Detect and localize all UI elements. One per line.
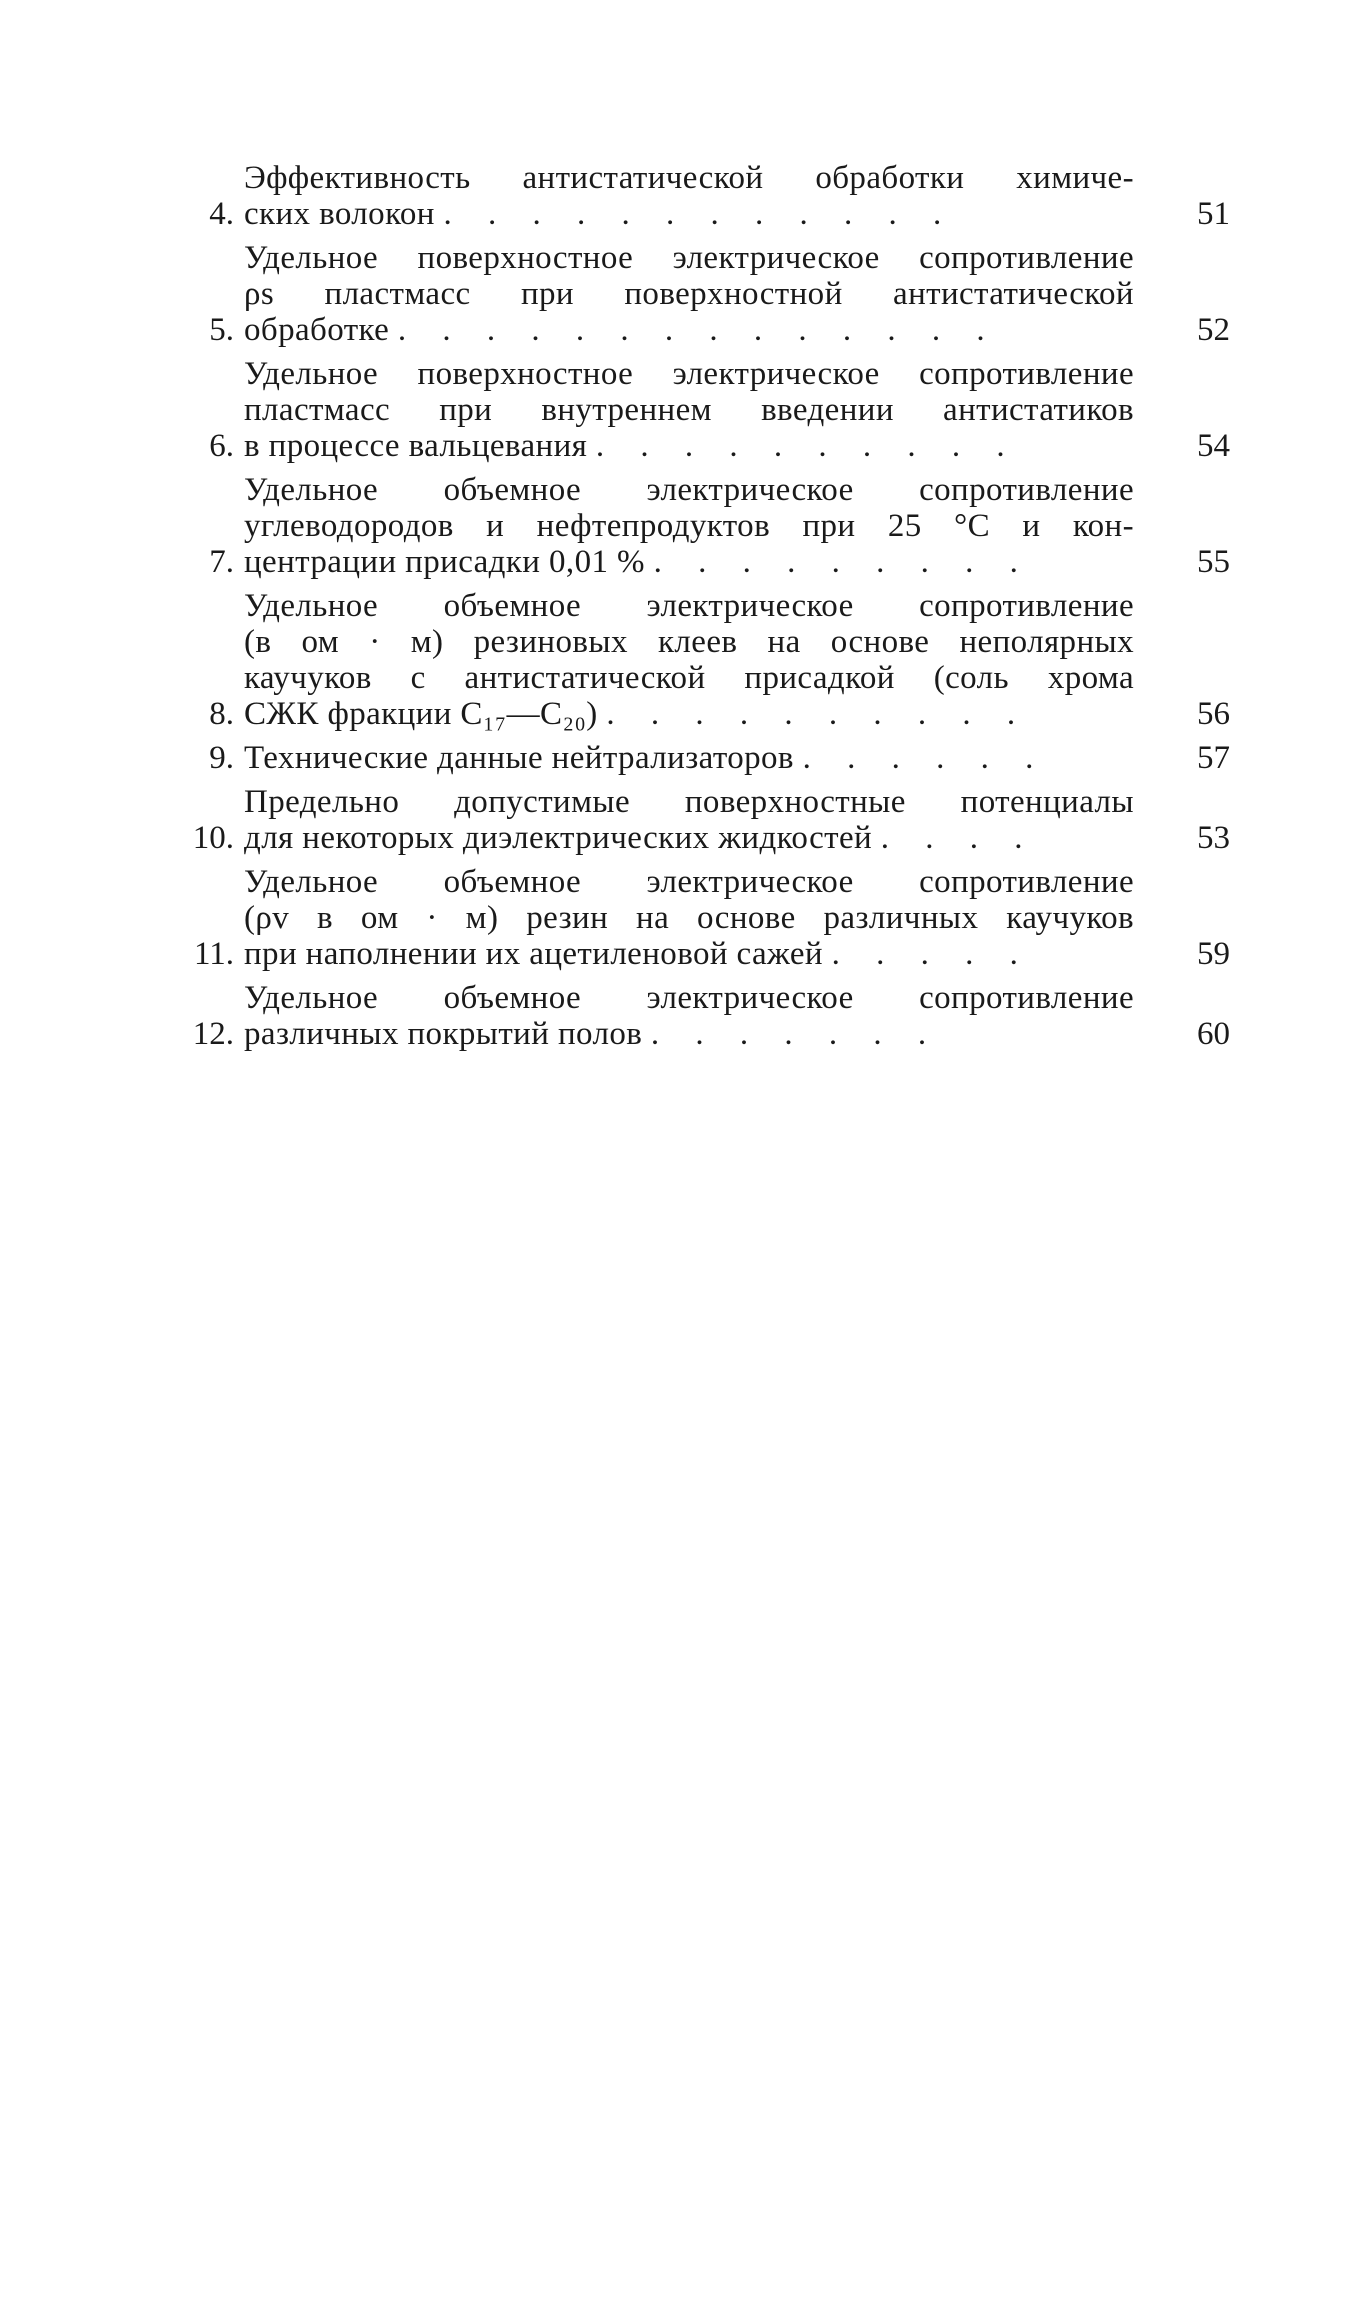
dot-leader: . . . . . . . . . bbox=[653, 544, 1032, 580]
dot-leader: . . . . . . . . . . bbox=[595, 428, 1019, 464]
entry-line: для некоторых диэлектрических жидкостей . . . . bbox=[244, 820, 1037, 856]
entry-title bbox=[244, 588, 1134, 732]
entry-line: Удельное объемное электрическое сопротивление bbox=[244, 588, 1134, 624]
toc-entry bbox=[170, 160, 1230, 232]
entry-number: 12. bbox=[192, 1016, 234, 1052]
entry-title bbox=[244, 864, 1134, 972]
entry-line: Технические данные нейтрализаторов . . . . . . bbox=[244, 740, 1048, 776]
toc-entry bbox=[170, 240, 1230, 348]
entry-line: различных покрытий полов . . . . . . . bbox=[244, 1016, 941, 1052]
entry-number: 4. bbox=[209, 196, 234, 232]
entry-title bbox=[244, 784, 1134, 856]
entry-title bbox=[244, 240, 1134, 348]
toc-entry bbox=[170, 740, 1230, 776]
entry-number: 9. bbox=[209, 740, 234, 776]
entry-line: ских волокон . . . . . . . . . . . . bbox=[244, 196, 956, 232]
entry-line: углеводородов и нефтепродуктов при 25 °С и кон- bbox=[244, 508, 1134, 544]
entry-number: 8. bbox=[209, 696, 234, 732]
entry-number: 7. bbox=[209, 544, 234, 580]
entry-line: пластмасс при внутреннем введении антистатиков bbox=[244, 392, 1134, 428]
toc-entry bbox=[170, 588, 1230, 732]
page-number: 53 bbox=[1197, 820, 1230, 856]
table-of-contents bbox=[170, 160, 1230, 1060]
entry-line: в процессе вальцевания . . . . . . . . . . bbox=[244, 428, 1019, 464]
entry-line: ρs пластмасс при поверхностной антистатической bbox=[244, 276, 1134, 312]
entry-line: Удельное поверхностное электрическое сопротивление bbox=[244, 240, 1134, 276]
page-number: 60 bbox=[1197, 1016, 1230, 1052]
entry-line: Удельное объемное электрическое сопротивление bbox=[244, 472, 1134, 508]
entry-line: Удельное объемное электрическое сопротивление bbox=[244, 864, 1134, 900]
dot-leader: . . . . . . . bbox=[650, 1016, 941, 1052]
entry-line: Удельное объемное электрическое сопротивление bbox=[244, 980, 1134, 1016]
entry-number: 10. bbox=[192, 820, 234, 856]
entry-line: (ρv в ом · м) резин на основе различных каучуков bbox=[244, 900, 1134, 936]
page-number: 55 bbox=[1197, 544, 1230, 580]
page-number: 59 bbox=[1197, 936, 1230, 972]
toc-entry bbox=[170, 980, 1230, 1052]
entry-line: Эффективность антистатической обработки химиче- bbox=[244, 160, 1134, 196]
entry-title bbox=[244, 740, 1134, 776]
toc-entry bbox=[170, 784, 1230, 856]
entry-title bbox=[244, 980, 1134, 1052]
page-number: 52 bbox=[1197, 312, 1230, 348]
dot-leader: . . . . . . . . . . . . bbox=[443, 196, 956, 232]
dot-leader: . . . . . bbox=[831, 936, 1032, 972]
entry-line: (в ом · м) резиновых клеев на основе неполярных bbox=[244, 624, 1134, 660]
entry-line: Удельное поверхностное электрическое сопротивление bbox=[244, 356, 1134, 392]
dot-leader: . . . . . . bbox=[802, 740, 1048, 776]
entry-line: обработке . . . . . . . . . . . . . . bbox=[244, 312, 999, 348]
entry-line: Предельно допустимые поверхностные потенциалы bbox=[244, 784, 1134, 820]
entry-line: СЖК фракции C₁₇—C₂₀) . . . . . . . . . . bbox=[244, 696, 1030, 732]
page-number: 56 bbox=[1197, 696, 1230, 732]
page-number: 54 bbox=[1197, 428, 1230, 464]
dot-leader: . . . . bbox=[880, 820, 1037, 856]
entry-number: 11. bbox=[193, 936, 234, 972]
entry-number: 6. bbox=[209, 428, 234, 464]
entry-line: при наполнении их ацетиленовой сажей . . . . . bbox=[244, 936, 1032, 972]
dot-leader: . . . . . . . . . . . . . . bbox=[397, 312, 999, 348]
entry-number: 5. bbox=[209, 312, 234, 348]
toc-entry bbox=[170, 472, 1230, 580]
entry-line: каучуков с антистатической присадкой (соль хрома bbox=[244, 660, 1134, 696]
entry-title bbox=[244, 472, 1134, 580]
page-number: 57 bbox=[1197, 740, 1230, 776]
entry-title bbox=[244, 160, 1134, 232]
toc-entry bbox=[170, 356, 1230, 464]
page-number: 51 bbox=[1197, 196, 1230, 232]
entry-line: центрации присадки 0,01 % . . . . . . . . . bbox=[244, 544, 1032, 580]
entry-title bbox=[244, 356, 1134, 464]
dot-leader: . . . . . . . . . . bbox=[606, 696, 1030, 732]
toc-entry bbox=[170, 864, 1230, 972]
